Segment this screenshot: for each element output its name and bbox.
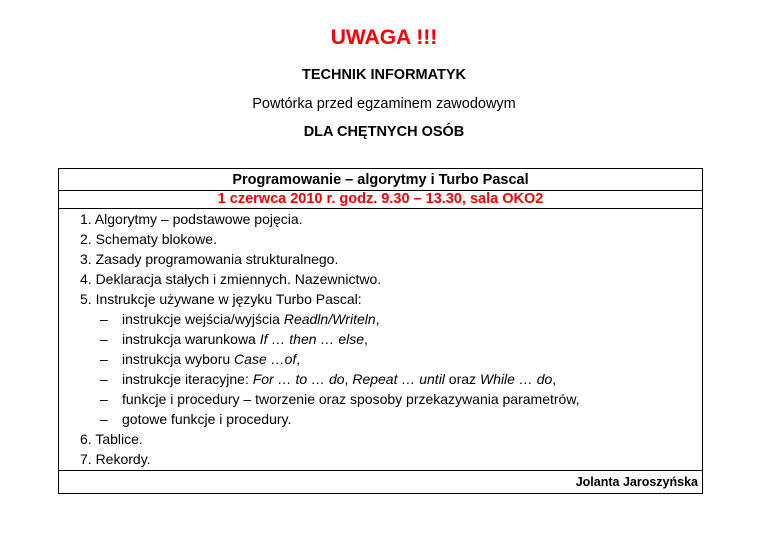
code-keyword: While … do	[479, 371, 553, 387]
dash-bullet: –	[100, 411, 108, 427]
code-keyword: Case …of	[234, 351, 297, 367]
course-box	[58, 168, 703, 494]
course-title: Programowanie – algorytmy i Turbo Pascal	[232, 172, 529, 188]
dash-bullet: –	[100, 391, 108, 407]
subtopic-text: instrukcja wyboru Case …of,	[122, 351, 301, 367]
subtopic-text: instrukcja warunkowa If … then … else,	[122, 331, 368, 347]
subtopic-text: instrukcje iteracyjne: For … to … do, Repeat … until oraz While … do,	[122, 371, 557, 387]
course-description: Powtórka przed egzaminem zawodowym	[252, 96, 516, 112]
topic-item: 5. Instrukcje używane w języku Turbo Pascal:	[80, 291, 362, 307]
topic-item: 4. Deklaracja stałych i zmiennych. Nazewnictwo.	[80, 271, 382, 287]
subtopic-text: funkcje i procedury – tworzenie oraz sposoby przekazywania parametrów,	[122, 391, 580, 407]
profession-title: TECHNIK INFORMATYK	[301, 67, 467, 83]
topic-item: 6. Tablice.	[80, 431, 143, 447]
subtopic-text: gotowe funkcje i procedury.	[122, 411, 292, 427]
divider	[59, 470, 702, 471]
audience-note: DLA CHĘTNYCH OSÓB	[303, 124, 465, 140]
author-name: Jolanta Jaroszyńska	[575, 475, 698, 489]
code-keyword: Readln/Writeln	[283, 311, 376, 327]
warning-heading: UWAGA !!!	[330, 26, 438, 49]
subtopic-text: instrukcje wejścia/wyjścia Readln/Writeln,	[122, 311, 380, 327]
topic-item: 7. Rekordy.	[80, 451, 151, 467]
topic-item: 1. Algorytmy – podstawowe pojęcia.	[80, 211, 303, 227]
code-keyword: Repeat … until	[352, 371, 445, 387]
code-keyword: For … to … do	[252, 371, 345, 387]
dash-bullet: –	[100, 351, 108, 367]
code-keyword: If … then … else	[259, 331, 365, 347]
topic-item: 3. Zasady programowania strukturalnego.	[80, 251, 339, 267]
dash-bullet: –	[100, 311, 108, 327]
course-date: 1 czerwca 2010 r. godz. 9.30 – 13.30, sala OKO2	[217, 191, 544, 207]
dash-bullet: –	[100, 371, 108, 387]
topic-item: 2. Schematy blokowe.	[80, 231, 217, 247]
dash-bullet: –	[100, 331, 108, 347]
